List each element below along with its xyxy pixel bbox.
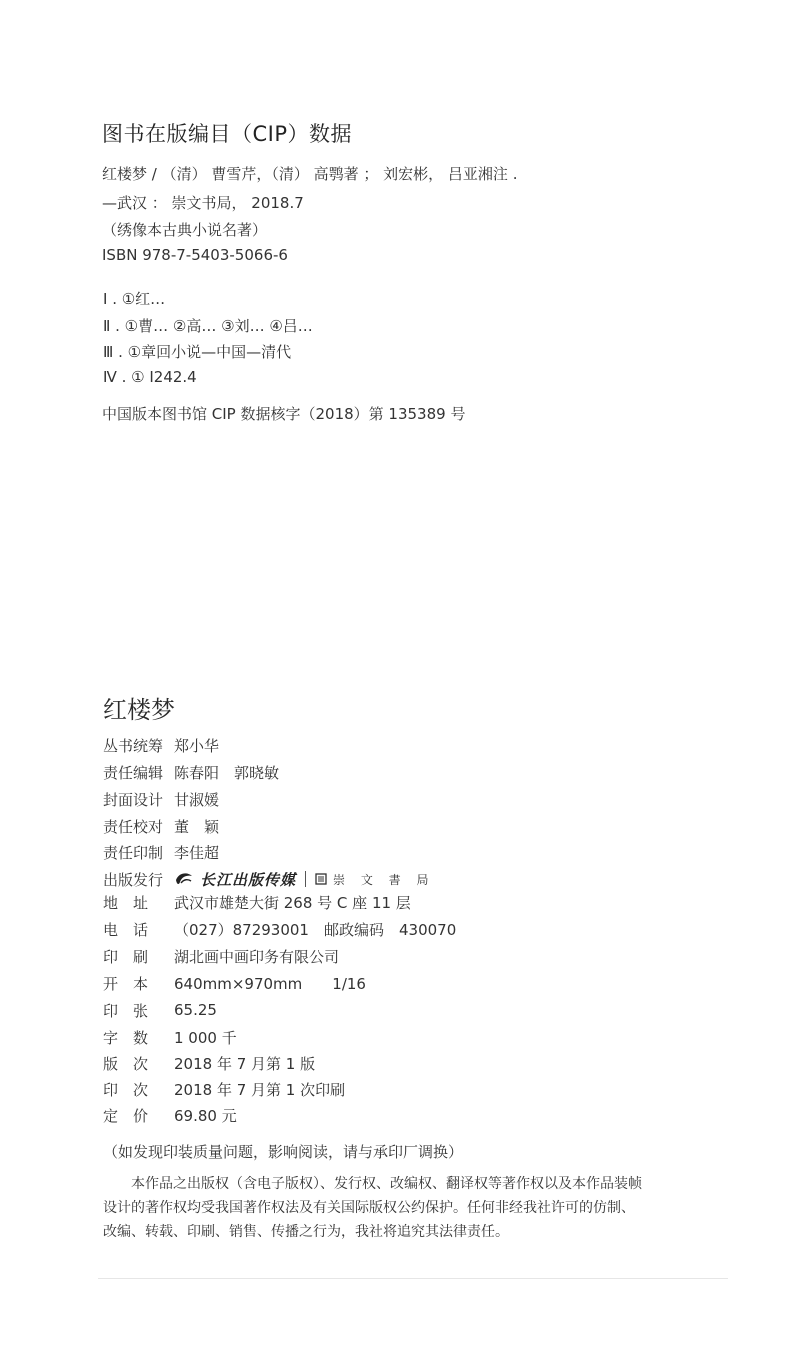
info-row-sheets bbox=[103, 998, 217, 1022]
copyright-paragraph: 本作品之出版权（含电子版权）、发行权、改编权、翻译权等著作权以及本作品装帧设计的著作权均受我国著作权法及有关国际版权公约保护。任何非经我社许可的仿制、改编、转载、印刷、销售、传播之行为，我社将追究其法律责任。 bbox=[103, 1176, 642, 1240]
info-row-printing bbox=[103, 1077, 345, 1101]
info-row-phone bbox=[103, 917, 456, 941]
info-label: 版 次 bbox=[103, 1054, 149, 1073]
info-label: 责任编辑 bbox=[103, 763, 164, 782]
info-label: 定 价 bbox=[103, 1106, 149, 1125]
bottom-divider bbox=[98, 1278, 728, 1279]
info-value: 2018 年 7 月第 1 次印刷 bbox=[174, 1080, 346, 1099]
info-label: 封面设计 bbox=[103, 790, 164, 809]
info-value: 69.80 元 bbox=[174, 1106, 237, 1125]
cip-class-1: Ⅰ . ①红… bbox=[103, 290, 166, 308]
quality-notice: （如发现印装质量问题，影响阅读，请与承印厂调换） bbox=[103, 1143, 464, 1161]
publisher-logo-main: 长江出版传媒 bbox=[200, 870, 297, 889]
info-label: 印 刷 bbox=[103, 947, 149, 966]
info-row-word-count bbox=[103, 1025, 237, 1049]
info-row-edition bbox=[103, 1051, 315, 1075]
publisher-emblem-icon bbox=[174, 870, 194, 888]
info-value: 郑小华 bbox=[174, 736, 220, 755]
info-value: 陈春阳 郭晓敏 bbox=[174, 763, 280, 782]
info-value: 董 颖 bbox=[174, 817, 220, 836]
cip-title: 图书在版编目（CIP）数据 bbox=[102, 122, 353, 146]
info-label: 电 话 bbox=[103, 920, 149, 939]
info-label: 开 本 bbox=[103, 974, 149, 993]
info-row-printer bbox=[103, 944, 339, 968]
info-label: 责任校对 bbox=[103, 817, 164, 836]
info-row-format bbox=[103, 971, 366, 995]
cip-line-series: （绣像本古典小说名著） bbox=[102, 221, 268, 239]
cip-line-title-authors: 红楼梦 / （清） 曹雪芹，（清） 高鹗著 ； 刘宏彬， 吕亚湘注 . bbox=[102, 165, 518, 183]
info-label: 印 次 bbox=[103, 1080, 149, 1099]
cip-class-3: Ⅲ . ①章回小说—中国—清代 bbox=[103, 343, 292, 361]
info-label: 地 址 bbox=[103, 893, 149, 912]
info-label: 出版发行 bbox=[103, 870, 164, 889]
info-value: 640mm×970mm 1/16 bbox=[174, 974, 366, 993]
info-value: 李佳超 bbox=[174, 843, 220, 862]
info-value: 1 000 千 bbox=[174, 1028, 237, 1047]
info-value: 湖北画中画印务有限公司 bbox=[174, 947, 340, 966]
info-value: 甘淑媛 bbox=[174, 790, 220, 809]
info-label: 丛书统筹 bbox=[103, 736, 164, 755]
chongwen-seal-icon bbox=[315, 873, 327, 885]
info-row-publisher bbox=[103, 867, 434, 891]
info-row-editor bbox=[103, 760, 279, 784]
info-value: 武汉市雄楚大街 268 号 C 座 11 层 bbox=[174, 893, 411, 912]
cip-line-publisher: —武汉 ： 崇文书局， 2018.7 bbox=[102, 194, 304, 212]
info-value: 65.25 bbox=[174, 1001, 217, 1019]
info-value: （027）87293001 邮政编码 430070 bbox=[174, 920, 457, 939]
info-row-cover-design bbox=[103, 787, 219, 811]
cip-class-2: Ⅱ . ①曹… ②高… ③刘… ④吕… bbox=[103, 317, 313, 335]
cip-class-4: Ⅳ . ① I242.4 bbox=[103, 368, 197, 386]
cip-check-number: 中国版本图书馆 CIP 数据核字（2018）第 135389 号 bbox=[102, 405, 466, 423]
info-row-print-supervisor bbox=[103, 840, 219, 864]
info-label: 印 张 bbox=[103, 1001, 149, 1020]
cip-line-isbn: ISBN 978-7-5403-5066-6 bbox=[102, 246, 288, 264]
info-row-proofreader bbox=[103, 814, 219, 838]
info-value: 2018 年 7 月第 1 版 bbox=[174, 1054, 316, 1073]
logo-divider bbox=[305, 871, 306, 887]
info-label: 字 数 bbox=[103, 1028, 149, 1047]
publisher-logo-sub: 崇 文 書 局 bbox=[333, 872, 435, 887]
info-label: 责任印制 bbox=[103, 843, 164, 862]
publisher-logo bbox=[174, 869, 434, 890]
info-row-price bbox=[103, 1103, 237, 1127]
info-row-address bbox=[103, 890, 411, 914]
info-row-series-coordinator bbox=[103, 733, 219, 757]
book-title: 红楼梦 bbox=[103, 696, 175, 724]
